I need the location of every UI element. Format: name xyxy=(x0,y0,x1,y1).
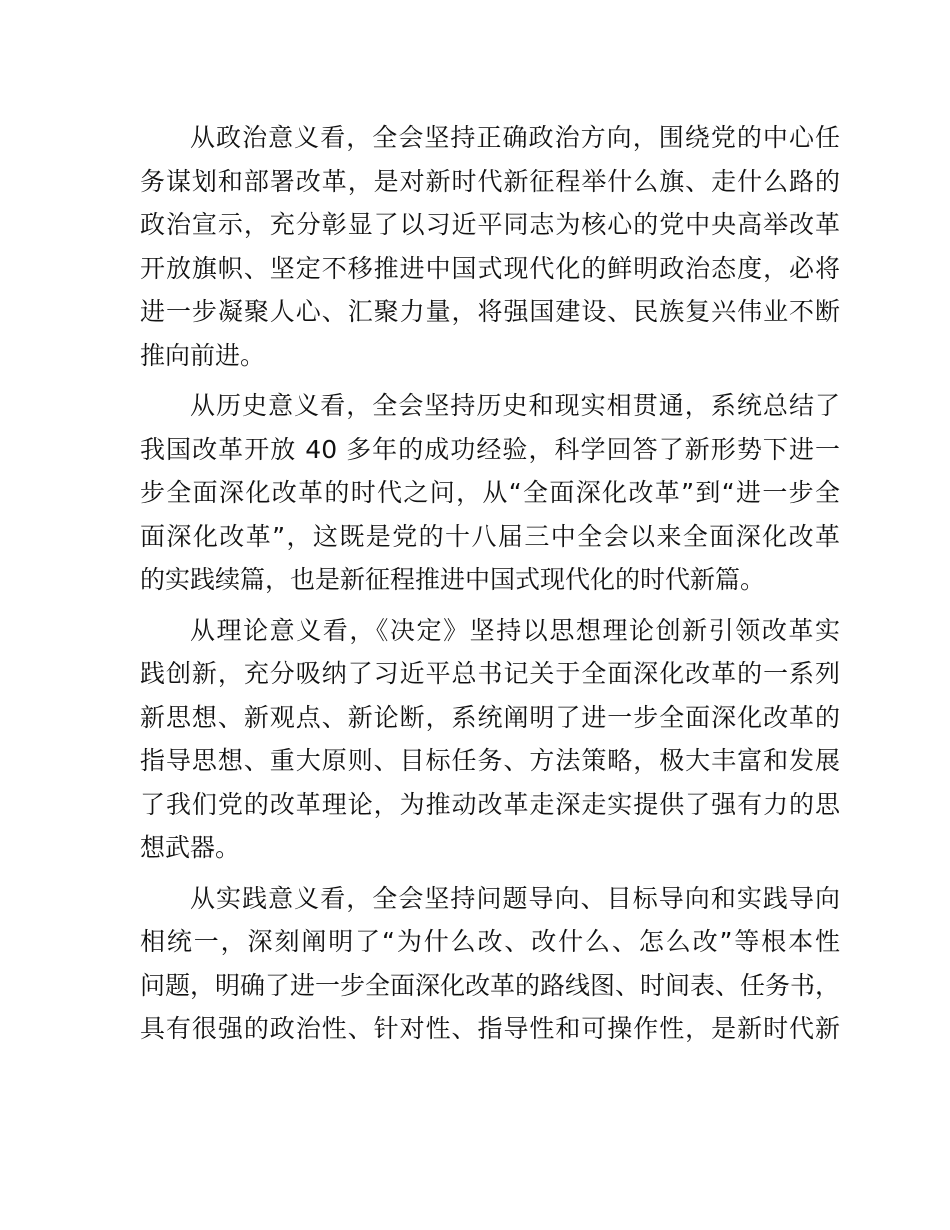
paragraph-theoretical-significance xyxy=(140,609,840,870)
text-line: 务谋划和部署改革，是对新时代新征程举什么旗、走什么路的 xyxy=(140,166,840,196)
paragraph-practical-significance xyxy=(140,877,840,1051)
text-line: 政治宣示，充分彰显了以习近平同志为核心的党中央高举改革 xyxy=(140,210,840,239)
text-line: 从理论意义看，《决定》坚持以思想理论创新引领改革实 xyxy=(190,615,840,645)
document-body xyxy=(140,116,840,1058)
text-line: 我国改革开放 40 多年的成功经验，科学回答了新形势下进一 xyxy=(140,434,840,464)
text-line: 从实践意义看，全会坚持问题导向、目标导向和实践导向 xyxy=(190,883,840,913)
text-line: 新思想、新观点、新论断，系统阐明了进一步全面深化改革的 xyxy=(140,702,840,732)
text-line: 践创新，充分吸纳了习近平总书记关于全面深化改革的一系列 xyxy=(140,659,840,688)
text-line: 指导思想、重大原则、目标任务、方法策略，极大丰富和发展 xyxy=(140,746,840,775)
text-line: 推向前进。 xyxy=(140,340,266,370)
text-line: 进一步凝聚人心、汇聚力量，将强国建设、民族复兴伟业不断 xyxy=(140,297,840,326)
text-line: 想武器。 xyxy=(140,833,241,862)
text-line: 的实践续篇，也是新征程推进中国式现代化的时代新篇。 xyxy=(140,565,766,594)
text-line: 步全面深化改革的时代之问，从“全面深化改革”到“进一步全 xyxy=(140,478,840,507)
text-line: 面深化改革”，这既是党的十八届三中全会以来全面深化改革 xyxy=(140,521,840,551)
text-line: 开放旗帜、坚定不移推进中国式现代化的鲜明政治态度，必将 xyxy=(140,253,840,283)
text-line: 从政治意义看，全会坚持正确政治方向，围绕党的中心任 xyxy=(190,123,840,152)
text-line: 了我们党的改革理论，为推动改革走深走实提供了强有力的思 xyxy=(140,789,840,819)
text-line: 具有很强的政治性、针对性、指导性和可操作性，是新时代新 xyxy=(140,1014,840,1043)
text-line: 问题，明确了进一步全面深化改革的路线图、时间表、任务书， xyxy=(140,970,841,1000)
text-line: 从历史意义看，全会坚持历史和现实相贯通，系统总结了 xyxy=(190,391,840,420)
paragraph-political-significance xyxy=(140,116,840,377)
paragraph-historical-significance xyxy=(140,384,840,602)
text-line: 相统一，深刻阐明了“为什么改、改什么、怎么改”等根本性 xyxy=(140,927,840,956)
